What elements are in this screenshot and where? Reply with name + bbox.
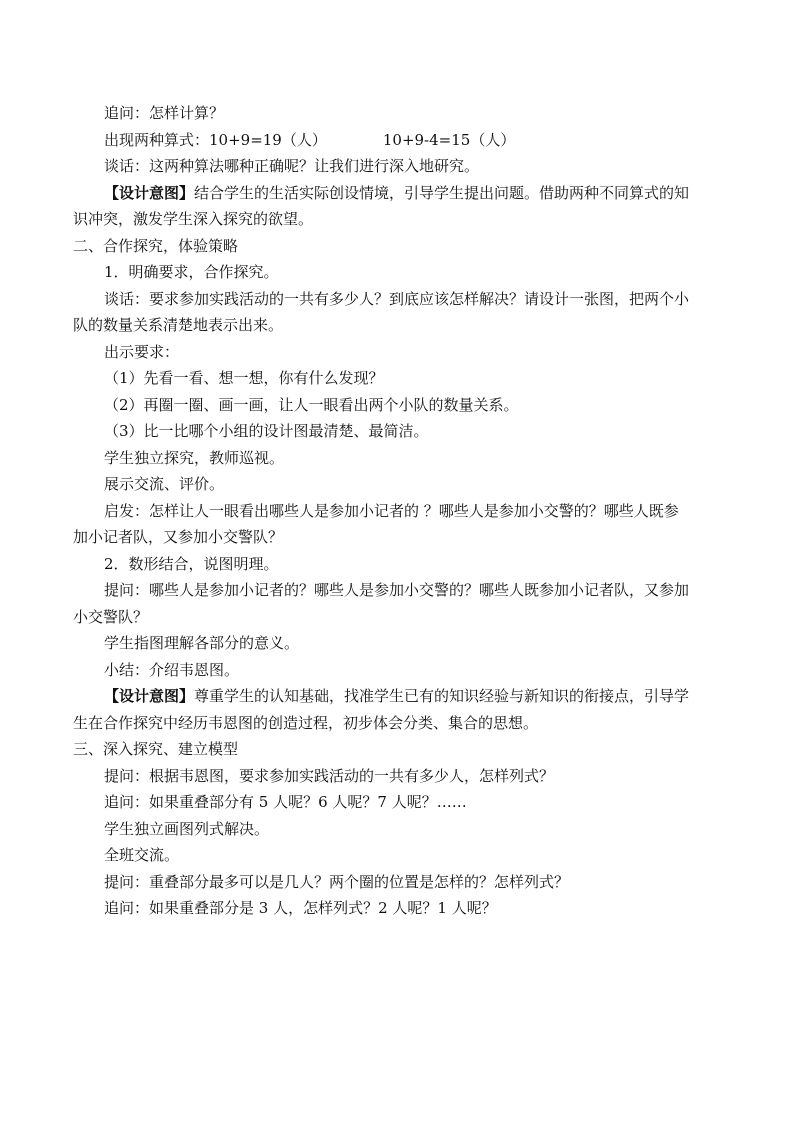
independent-inquiry — [73, 445, 721, 472]
list-item: （1）先看一看、想一想，你有什么发现？ — [104, 369, 384, 387]
section-heading: 二、合作探究，体验策略 — [73, 236, 239, 255]
paragraph-text: 全班交流。 — [104, 846, 180, 864]
question-max-overlap — [73, 869, 721, 896]
students-point-diagram — [73, 630, 721, 657]
two-formulas-line — [73, 127, 721, 154]
paragraph-text: 提问：重叠部分最多可以是几人？两个圈的位置是怎样的？怎样列式？ — [104, 872, 570, 891]
paragraph-text: 识冲突，激发学生深入探究的欲望。 — [73, 210, 314, 228]
paragraph-text: 启发：怎样让人一眼看出哪些人是参加小记者的 ？哪些人是参加小交警的？哪些人既参 — [104, 501, 679, 520]
requirement-2 — [73, 392, 721, 419]
list-item: （2）再圈一圈、画一画，让人一眼看出两个小队的数量关系。 — [104, 395, 519, 414]
class-exchange — [73, 842, 721, 869]
paragraph-text: 追问：如果重叠部分有 5 人呢？6 人呢？7 人呢？…… — [104, 793, 467, 811]
paragraph-text: 谈话：这两种算法哪种正确呢？让我们进行深入地研究。 — [104, 157, 480, 175]
paragraph-text: 队的数量关系清楚地表示出来。 — [73, 316, 284, 334]
paragraph-text: 小结：介绍韦恩图。 — [104, 660, 240, 679]
question-line-cont — [73, 604, 721, 631]
talk-line-2 — [73, 286, 721, 313]
talk-line — [73, 153, 721, 180]
students-draw-solve — [73, 816, 721, 843]
paragraph-text: 结合学生的生活实际创设情境，引导学生提出问题。借助两种不同算式的知 — [194, 183, 690, 202]
requirement-3 — [73, 418, 721, 445]
subheading-2-1 — [73, 259, 721, 286]
inspire-line-cont — [73, 524, 721, 551]
question-venn-formula — [73, 763, 721, 790]
paragraph-text: 学生指图理解各部分的意义。 — [104, 634, 300, 652]
paragraph-text: 谈话：要求参加实践活动的一共有多少人？到底应该怎样解决？请设计一张图，把两个小 — [104, 289, 690, 308]
design-intent-label: 【设计意图】 — [104, 183, 195, 202]
paragraph-text: 学生独立探究，教师巡视。 — [104, 448, 285, 467]
design-intent-1-cont — [73, 206, 721, 233]
subheading: 2．数形结合，说图明理。 — [104, 554, 279, 573]
paragraph-text: 小交警队？ — [73, 607, 149, 626]
section-heading-3 — [73, 736, 721, 763]
talk-line-2-cont — [73, 312, 721, 339]
formula-a: 出现两种算式：10+9=19（人） — [104, 130, 327, 149]
design-intent-2-cont — [73, 710, 721, 737]
paragraph-text: 尊重学生的认知基础，找准学生已有的知识经验与新知识的衔接点，引导学 — [194, 687, 690, 705]
paragraph-text: 追问：如果重叠部分是 3 人，怎样列式？2 人呢？1 人呢？ — [104, 899, 497, 917]
design-intent-1 — [73, 180, 721, 207]
show-requirements — [73, 339, 721, 366]
requirement-1 — [73, 365, 721, 392]
paragraph-text: 提问：根据韦恩图，要求参加实践活动的一共有多少人，怎样列式？ — [104, 766, 555, 785]
design-intent-2 — [73, 683, 721, 710]
followup-overlap-5-6-7 — [73, 789, 721, 816]
document-page — [73, 100, 721, 922]
followup-overlap-3-2-1 — [73, 895, 721, 922]
paragraph-text: 学生独立画图列式解决。 — [104, 819, 270, 838]
section-heading: 三、深入探究、建立模型 — [73, 740, 239, 758]
paragraph-text: 展示交流、评价。 — [104, 475, 225, 493]
show-exchange — [73, 471, 721, 498]
inspire-line — [73, 498, 721, 525]
paragraph-text: 追问：怎样计算？ — [104, 104, 225, 122]
subheading: 1．明确要求，合作探究。 — [104, 263, 279, 281]
section-heading-2 — [73, 233, 721, 260]
paragraph-text: 加小记者队，又参加小交警队？ — [73, 528, 284, 546]
paragraph-text: 出示要求： — [104, 342, 180, 361]
followup-question-how-calculate — [73, 100, 721, 127]
subheading-2-2 — [73, 551, 721, 578]
list-item: （3）比一比哪个小组的设计图最清楚、最简洁。 — [104, 422, 429, 440]
paragraph-text: 生在合作探究中经历韦恩图的创造过程，初步体会分类、集合的思想。 — [73, 713, 539, 732]
summary-venn — [73, 657, 721, 684]
design-intent-label: 【设计意图】 — [104, 687, 195, 705]
paragraph-text: 提问：哪些人是参加小记者的？哪些人是参加小交警的？哪些人既参加小记者队，又参加 — [104, 581, 690, 599]
formula-b: 10+9-4=15（人） — [382, 130, 516, 149]
question-line — [73, 577, 721, 604]
